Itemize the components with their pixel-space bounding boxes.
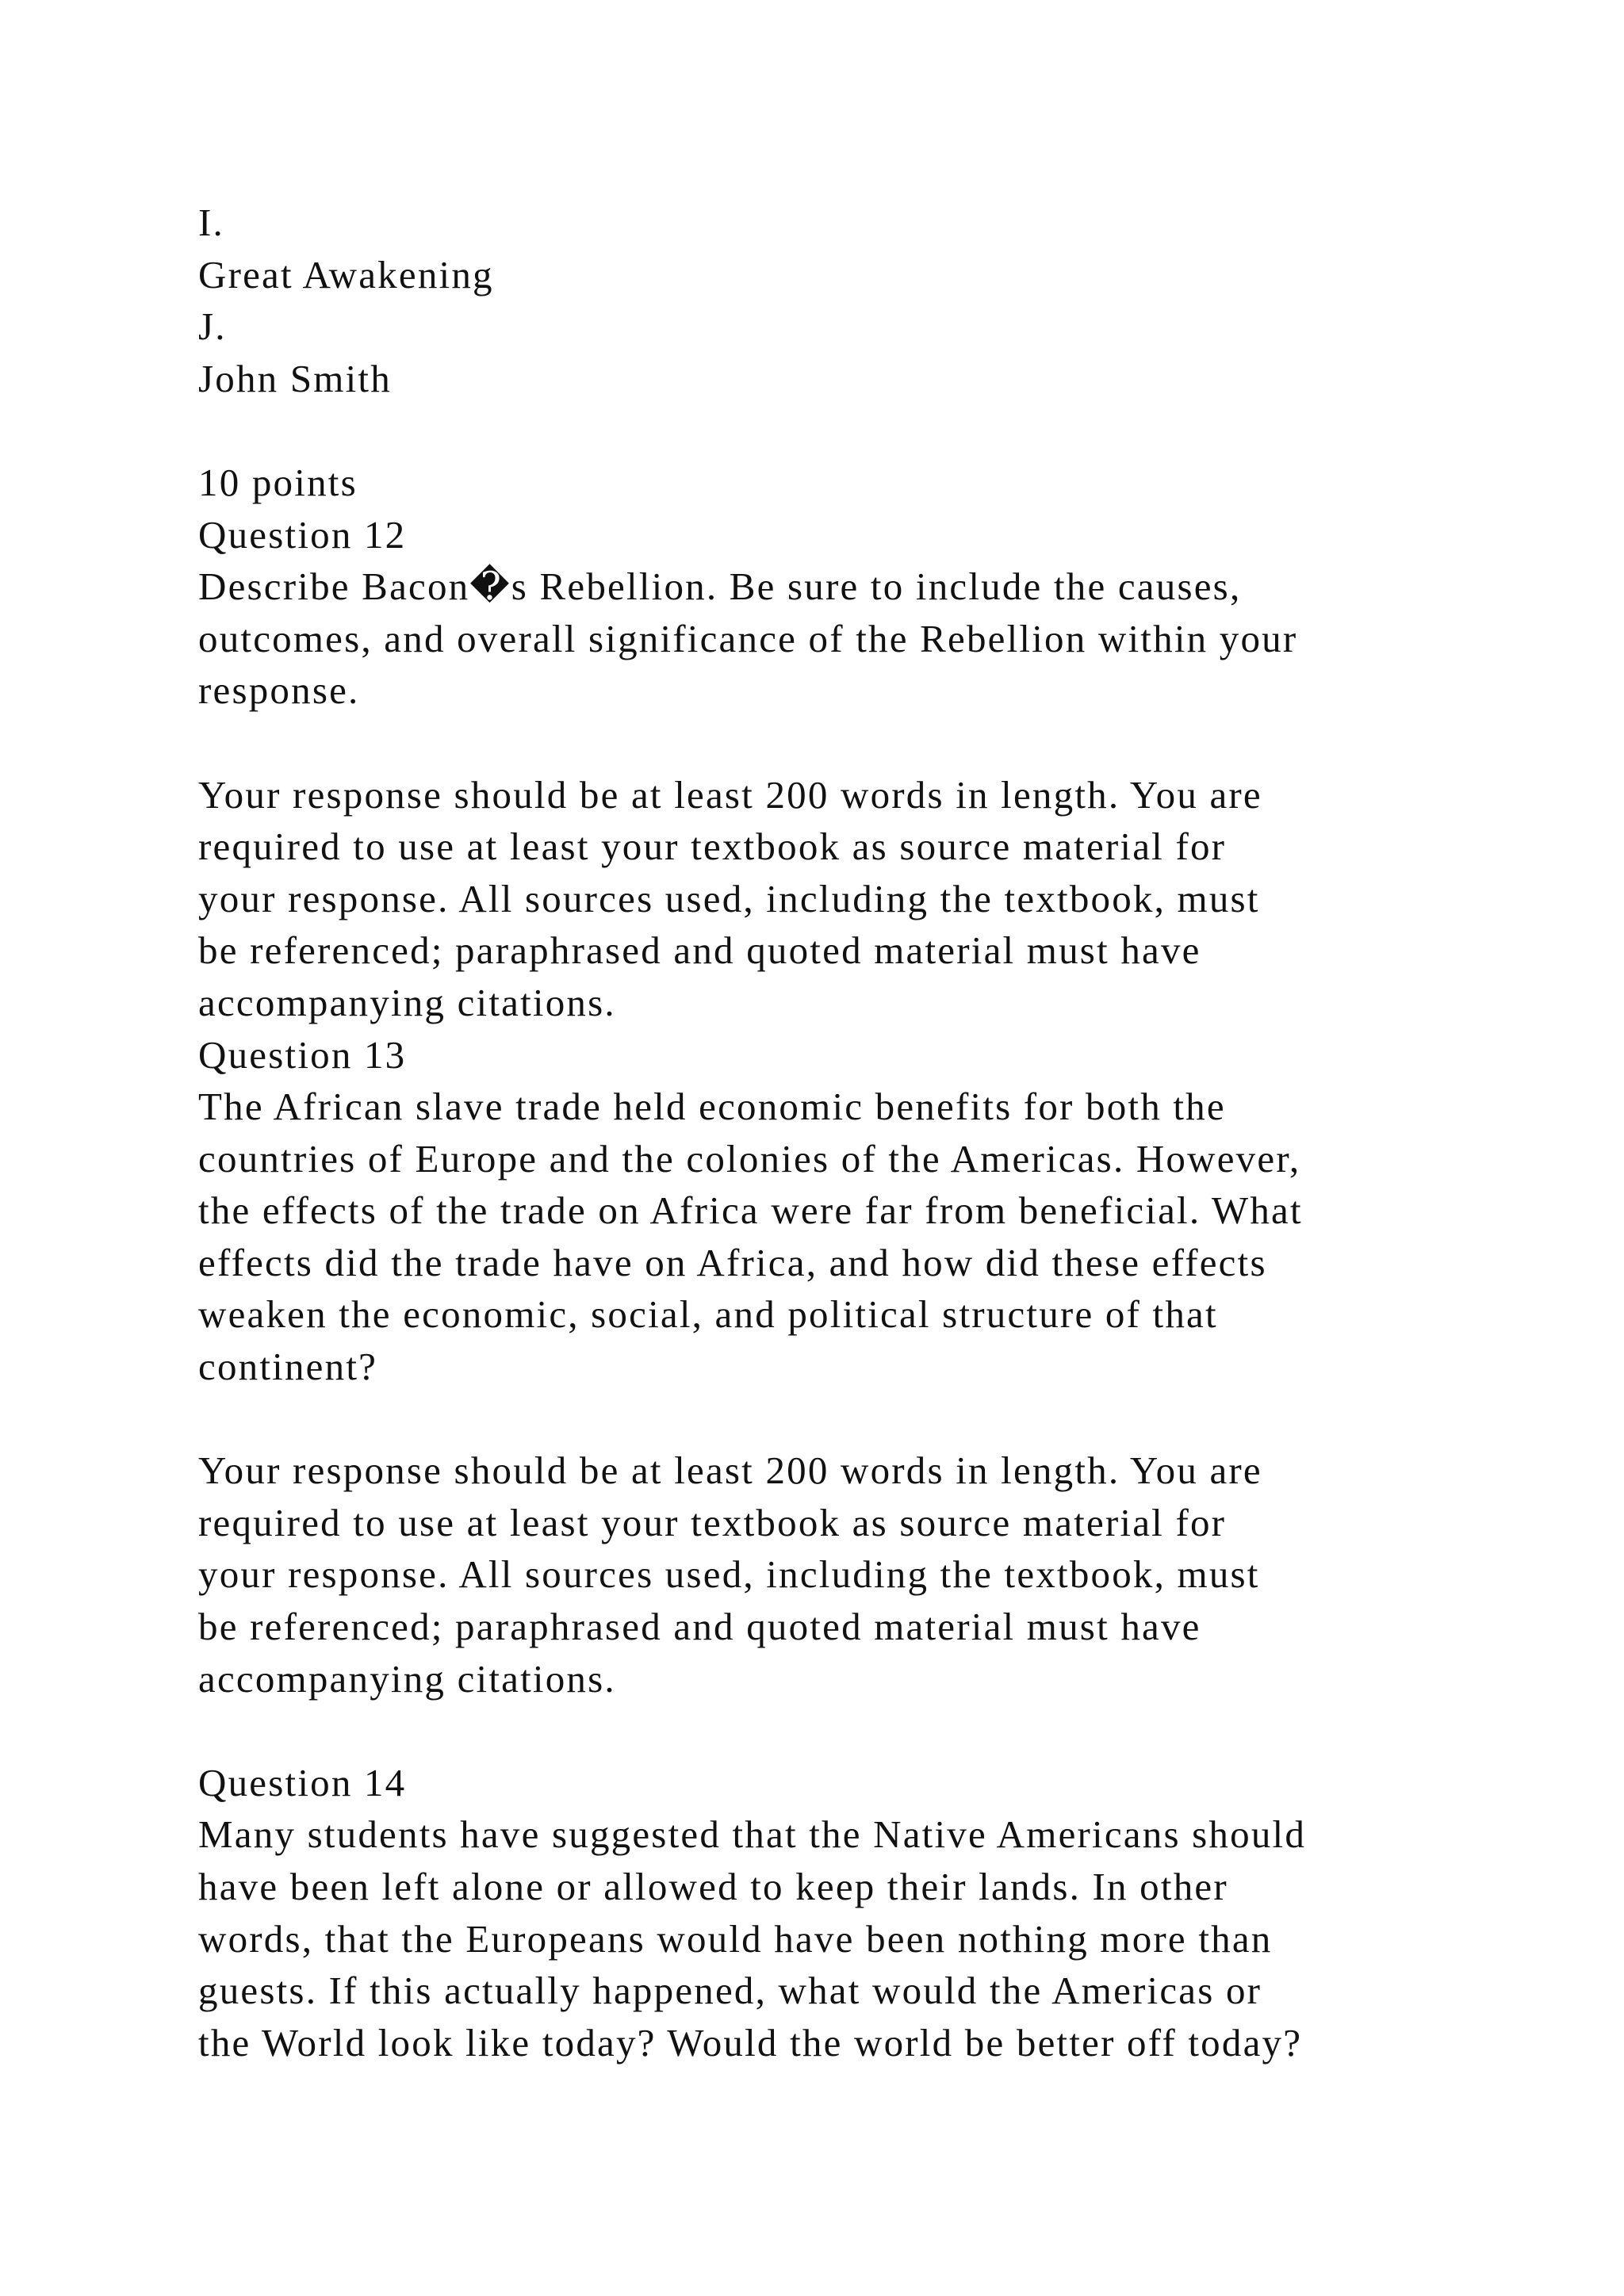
question-13-instructions-line: required to use at least your textbook as source material for xyxy=(198,1500,1227,1544)
question-14-text-line: have been left alone or allowed to keep their lands. In other xyxy=(198,1865,1228,1908)
question-12-text-line: Describe Bacon�s Rebellion. Be sure to include the causes, xyxy=(198,564,1242,609)
document-text xyxy=(198,197,1546,2068)
option-letter-i: I. xyxy=(198,201,224,244)
question-14-text-line: the World look like today? Would the world be better off today? xyxy=(198,2020,1303,2064)
question-13-text-line: weaken the economic, social, and political structure of that xyxy=(198,1292,1218,1337)
option-letter-j: J. xyxy=(198,304,227,349)
option-text-great-awakening: Great Awakening xyxy=(198,252,494,297)
question-13-instructions-line: Your response should be at least 200 words in length. You are xyxy=(198,1448,1262,1493)
question-12-instructions-line: required to use at least your textbook as source material for xyxy=(198,825,1227,869)
question-12-text-line: response. xyxy=(198,668,360,713)
question-13-text-line: effects did the trade have on Africa, and how did these effects xyxy=(198,1240,1267,1284)
question-12-instructions-line: accompanying citations. xyxy=(198,980,616,1024)
question-13-instructions-line: accompanying citations. xyxy=(198,1656,616,1701)
question-12-text-line: outcomes, and overall significance of the Rebellion within your xyxy=(198,616,1298,660)
question-13-instructions-line: your response. All sources used, including the textbook, must xyxy=(198,1552,1260,1597)
option-text-john-smith: John Smith xyxy=(198,356,392,400)
question-12-heading: Question 12 xyxy=(198,512,407,557)
question-14-text-line: guests. If this actually happened, what would the Americas or xyxy=(198,1969,1262,2013)
question-14-text-line: Many students have suggested that the Native Americans should xyxy=(198,1812,1307,1857)
blank-line xyxy=(198,404,1546,457)
points-label: 10 points xyxy=(198,460,358,504)
question-12-instructions-line: your response. All sources used, including the textbook, must xyxy=(198,876,1260,920)
question-13-instructions-line: be referenced; paraphrased and quoted material must have xyxy=(198,1605,1201,1649)
blank-line xyxy=(198,717,1546,769)
question-13-text-line: The African slave trade held economic benefits for both the xyxy=(198,1085,1226,1129)
question-12-instructions-line: be referenced; paraphrased and quoted material must have xyxy=(198,928,1201,973)
question-13-text-line: the effects of the trade on Africa were far from beneficial. What xyxy=(198,1188,1303,1233)
question-13-text-line: countries of Europe and the colonies of the Americas. However, xyxy=(198,1136,1301,1181)
question-14-text-line: words, that the Europeans would have been nothing more than xyxy=(198,1916,1273,1961)
blank-line xyxy=(198,1705,1546,1757)
blank-line xyxy=(198,1393,1546,1445)
question-12-instructions-line: Your response should be at least 200 words in length. You are xyxy=(198,772,1262,817)
question-13-heading: Question 13 xyxy=(198,1032,407,1077)
question-13-text-line: continent? xyxy=(198,1345,378,1389)
question-14-heading: Question 14 xyxy=(198,1760,407,1804)
